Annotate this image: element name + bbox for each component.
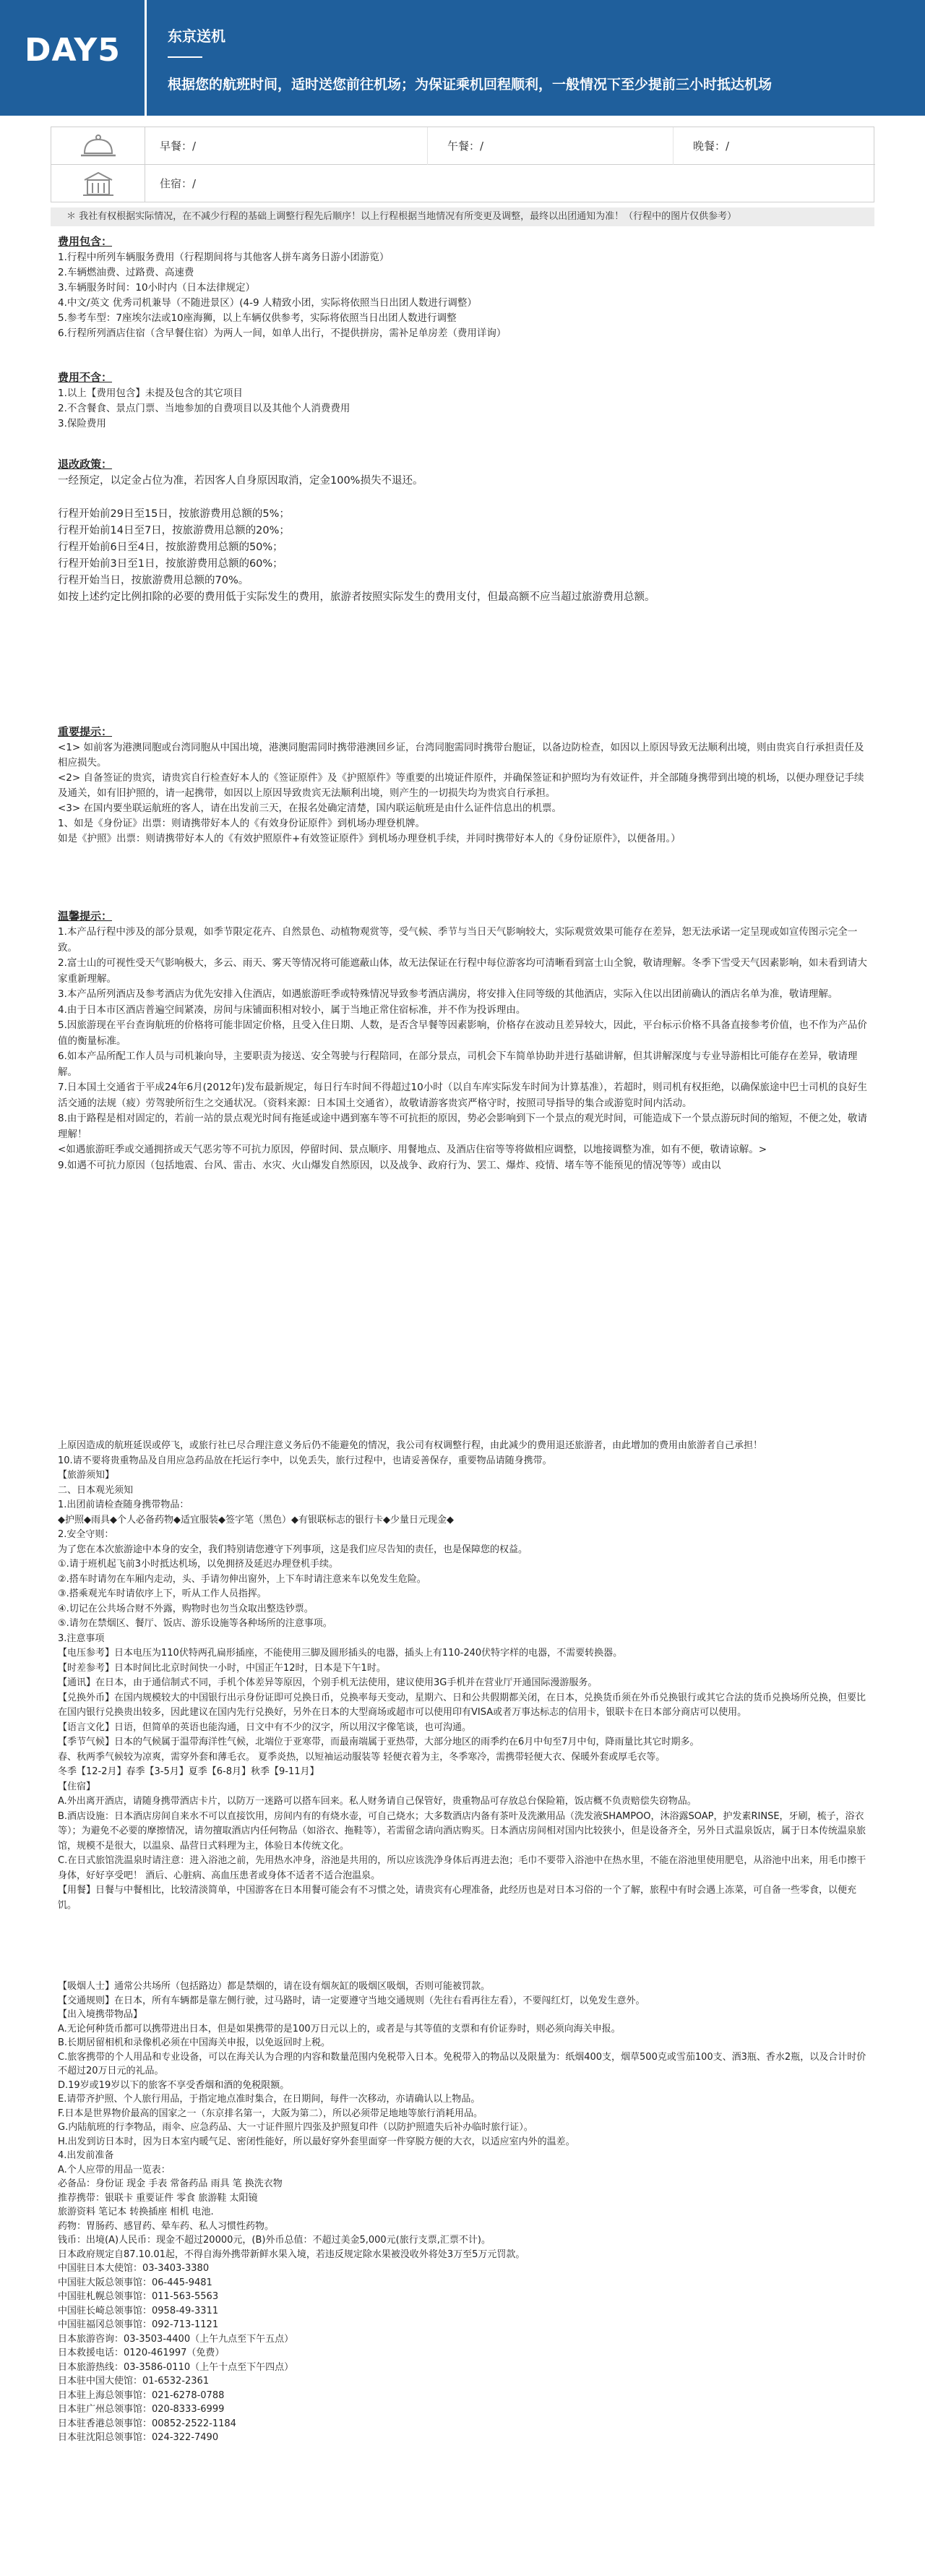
tips-item: 1.本产品行程中涉及的部分景观，如季节限定花卉、自然景色、动植物观赏等，受气候、季节与当日天气影响较大，实际观赏效果可能存在差异，恕无法承诺一定呈现或如宣传图示完全一致。 <box>58 926 858 954</box>
note-item: 【旅游须知】 <box>58 1470 115 1481</box>
refund-spacer <box>58 489 867 506</box>
note-item: 【语言文化】日语，但简单的英语也能沟通，日文中有不少的汉字，所以用汉字像笔谈，也可沟通。 <box>58 1721 472 1733</box>
fee-exclude-item: 2.不含餐食、景点门票、当地参加的自费项目以及其他个人消费费用 <box>58 403 350 414</box>
final-item: 日本旅游热线：03-3586-0110（上午十点至下午四点） <box>58 2361 294 2373</box>
meal-divider-2 <box>673 127 674 165</box>
important-section <box>58 723 867 847</box>
important-item: <2> 自备签证的贵宾，请贵宾自行检查好本人的《签证原件》及《护照原件》等重要的出境证件原件，并确保签证和护照均为有效证件，并全部随身携带到出境的机场，以便办理登记手续及通关，如有旧护照的，请一起携带，如因以上原因导致贵宾无法顺利出境，则产生的一切损失均为贵宾自行承担。 <box>58 772 864 799</box>
tips-item: 6.如本产品所配工作人员与司机兼向导，主要职责为接送、安全驾驶与行程陪同，在部分景点，司机会下车简单协助并进行基础讲解，但其讲解深度与专业导游相比可能存在差异，敬请理解。 <box>58 1050 858 1078</box>
note-item: 冬季【12-2月】春季【3-5月】夏季【6-8月】秋季【9-11月】 <box>58 1766 319 1777</box>
note-item: ④.切记在公共场合财不外露，购物时也勿当众取出整迭钞票。 <box>58 1603 314 1614</box>
refund-item: 一经预定，以定金占位为准，若因客人自身原因取消，定金100%损失不退还。 <box>58 475 423 487</box>
fee-include-item: 5.参考车型：7座埃尔法或10座海狮，以上车辆仅供参考，实际将依照当日出团人数进行调整 <box>58 312 457 324</box>
final-item: 日本救援电话：0120-461997（免费） <box>58 2348 225 2358</box>
fee-include-heading: 费用包含： <box>58 235 113 248</box>
final-item: D.19岁或19岁以下的旅客不享受香烟和酒的免税限额。 <box>58 2079 290 2091</box>
note-item: 春、秋两季气候较为凉爽，需穿外套和薄毛衣。 夏季炎热，以短袖运动服装等 轻便衣着为主，冬季寒冷，需携带轻便大衣、保暖外套或厚毛衣等。 <box>58 1751 666 1763</box>
hotel-icon-cell <box>51 165 145 202</box>
fee-include-item: 3.车辆服务时间：10小时内（日本法律规定） <box>58 282 256 294</box>
refund-item: 如按上述约定比例扣除的必要的费用低于实际发生的费用，旅游者按照实际发生的费用支付，但最高额不应当超过旅游费用总额。 <box>58 591 655 603</box>
hotel-row <box>51 165 875 202</box>
final-item: 旅游资料 笔记本 转换插座 相机 电池. <box>58 2207 214 2217</box>
note-item: ⑤.请勿在禁烟区、餐厅、饭店、游乐设施等各种场所的注意事项。 <box>58 1618 332 1629</box>
day-header <box>0 0 925 116</box>
note-item: 为了您在本次旅游途中本身的安全，我们特别请您遵守下列事项，这是我们应尽告知的责任，也是保障您的权益。 <box>58 1544 528 1555</box>
final-item: 中国驻日本大使馆：03-3403-3380 <box>58 2263 210 2274</box>
note-item: 【通讯】在日本，由于通信制式不同，手机个体差异等原因，个别手机无法使用，建议使用3G手机并在营业厅开通国际漫游服务。 <box>58 1677 598 1688</box>
important-item: <3> 在国内要坐联运航班的客人，请在出发前三天，在报名处确定清楚，国内联运航班是由什么证件信息出的机票。 <box>58 803 562 814</box>
final-item: 【出入境携带物品】 <box>58 2009 143 2020</box>
note-item: ①.请于班机起飞前3小时抵达机场，以免拥挤及延迟办理登机手续。 <box>58 1559 339 1570</box>
final-item: 日本驻香港总领事馆：00852-2522-1184 <box>58 2418 236 2429</box>
fee-exclude-heading: 费用不含： <box>58 371 113 384</box>
tips-item: 3.本产品所列酒店及参考酒店为优先安排入住酒店，如遇旅游旺季或特殊情况导致参考酒店满房，将安排入住同等级的其他酒店，实际入住以出团前确认的酒店名单为准，敬请理解。 <box>58 988 838 1000</box>
note-item: 二、日本观光须知 <box>58 1484 134 1496</box>
final-item: B.长期居留相机和录像机必须在中国海关申报，以免返回时上税。 <box>58 2037 331 2048</box>
final-item: C.旅客携带的个人用品和专业设备，可以在海关认为合理的内容和数量范围内免税带入日本。免税带入的物品以及限量为：纸烟400支，烟草500克或雪茄100支、酒3瓶、香水2瓶，以及合计时价不超过20万日元的礼品。 <box>58 2051 866 2076</box>
final-item: 钱币：出境(A)人民币：现金不超过20000元，(B)外币总值：不超过美金5,000元(旅行支票,汇票不计)。 <box>58 2235 491 2246</box>
refund-item: 行程开始前3日至1日，按旅游费用总额的60%； <box>58 558 283 570</box>
note-item: 10.请不要将贵重物品及自用应急药品放在托运行李中，以免丢失，旅行过程中，也请妥善保存，重要物品请随身携带。 <box>58 1455 552 1466</box>
cloche-icon <box>79 133 118 159</box>
final-item: 日本旅游咨询：03-3503-4400（上午九点至下午五点） <box>58 2333 294 2345</box>
header-divider <box>145 0 147 116</box>
fee-include-item: 2.车辆燃油费、过路费、高速费 <box>58 267 194 278</box>
final-item: 日本驻上海总领事馆：021-6278-0788 <box>58 2389 225 2401</box>
entry-exit-section <box>58 1980 867 2445</box>
tips-heading: 温馨提示： <box>58 910 113 923</box>
tips-item: 4.由于日本市区酒店普遍空间紧凑，房间与床铺面积相对较小，属于当地正常住宿标准，并不作为投诉理由。 <box>58 1004 526 1016</box>
meal-row <box>51 127 875 165</box>
refund-heading: 退改政策： <box>58 458 113 471</box>
meal-hotel-table <box>51 127 874 202</box>
final-item: 日本政府规定自87.10.01起，不得自海外携带新鲜水果入境，若违反规定除水果被没收外将处3万至5万元罚款。 <box>58 2248 525 2260</box>
note-item: 3.注意事项 <box>58 1633 105 1644</box>
day-label: DAY5 <box>25 32 121 69</box>
refund-section <box>58 455 867 606</box>
tips-item: 8.由于路程是相对固定的，若前一站的景点观光时间有拖延或途中遇到塞车等不可抗拒的原因，势必会影响到下一个景点的观光时间，可能造成下一个景点游玩时间的缩短，不便之处，敬请理解！ <box>58 1113 867 1140</box>
note-item: 上原因造成的航班延误或停飞，或旅行社已尽合理注意义务后仍不能避免的情况，我公司有权调整行程，由此减少的费用退还旅游者，由此增加的费用由旅游者自己承担！ <box>58 1440 763 1451</box>
tips-item: 9.如遇不可抗力原因（包括地震、台风、雷击、水灾、火山爆发自然原因，以及战争、政府行为、罢工、爆炸、疫情、堵车等不能预见的情况等等）或由以 <box>58 1159 721 1171</box>
note-item: 【时差参考】日本时间比北京时间快一小时，中国正午12时，日本是下午1时。 <box>58 1662 386 1674</box>
final-item: 日本驻中国大使馆：01-6532-2361 <box>58 2376 210 2387</box>
lunch-info: 午餐：/ <box>447 140 484 153</box>
tips-item: 2.富士山的可视性受天气影响极大，多云、雨天、雾天等情况将可能遮蔽山体，故无法保证在行程中每位游客均可清晰看到富士山全貌，敬请理解。冬季下雪受天气因素影响，如未看到请大家重新理解。 <box>58 957 867 985</box>
day-route: 根据您的航班时间，适时送您前往机场；为保证乘机回程顺利，一般情况下至少提前三小时抵达机场 <box>168 77 773 93</box>
tips-item: 5.因旅游现在平台查询航班的价格将可能非固定价格，且受入住日期、人数，是否含早餐等因素影响，价格存在波动且差异较大，因此，平台标示价格不具备直接参考价值，也不作为产品价值的衡量标准。 <box>58 1019 867 1047</box>
final-item: 必备品：身份证 现金 手表 常备药品 雨具 笔 换洗衣物 <box>58 2178 283 2189</box>
final-item: 中国驻长崎总领事馆：0958-49-3311 <box>58 2305 219 2316</box>
note-item: 【季节气候】日本的气候属于温带海洋性气候，北端位于亚寒带，而最南端属于亚热带，大部分地区的雨季约在6月中旬至7月中旬，降雨量比其它时期多。 <box>58 1737 700 1747</box>
fee-include-section <box>58 233 867 341</box>
final-item: 日本驻广州总领事馆：020-8333-6999 <box>58 2404 225 2415</box>
note-item: 【电压参考】日本电压为110伏特两孔扁形插座，不能使用三脚及圆形插头的电器，插头上有110-240伏特字样的电器，不需要转换器。 <box>58 1648 623 1659</box>
final-item: 【交通规则】在日本，所有车辆都是靠左侧行驶，过马路时，请一定要遵守当地交通规则（先往右看再往左看），不要闯红灯，以免发生意外。 <box>58 1995 645 2006</box>
fee-include-item: 6.行程所列酒店住宿（含早餐住宿）为两人一间，如单人出行，不提供拼房，需补足单房差（费用详询） <box>58 328 507 339</box>
important-item: 1、如是《身份证》出票：则请携带好本人的《有效身份证原件》到机场办理登机牌。 <box>58 818 426 829</box>
tips-item: <如遇旅游旺季或交通拥挤或天气恶劣等不可抗力原因，停留时间、景点顺序、用餐地点、及酒店住宿等等将做相应调整，以地接调整为准，如有不便，敬请谅解。> <box>58 1144 767 1155</box>
fee-exclude-section <box>58 369 867 432</box>
hotel-info: 住宿：/ <box>160 177 197 190</box>
meal-divider-1 <box>427 127 428 165</box>
final-item: 4.出发前准备 <box>58 2150 114 2161</box>
fee-include-item: 4.中文/英文 优秀司机兼导（不随进景区）(4-9 人精致小团，实际将依照当日出团人数进行调整） <box>58 297 477 309</box>
final-item: A.个人应带的用品一览表： <box>58 2164 171 2175</box>
fee-include-item: 1.行程中所列车辆服务费用（行程期间将与其他客人拼车离务日游小团游览） <box>58 252 390 263</box>
tips-item: 7.日本国土交通省于平成24年6月(2012年)发布最新规定，每日行车时间不得超过10小时（以自车库实际发车时间为计算基准），若超时，则司机有权拒绝，以确保旅途中巴士司机的良好生活交通的法规（疲）劳驾驶所衍生之交通状况。（资料来源：日本国土交通省），故敬请游客贵宾严格守时，按照司导指导的集合或游览时间内活动。 <box>58 1082 867 1109</box>
final-item: 中国驻札幌总领事馆：011-563-5563 <box>58 2291 219 2302</box>
note-item: 【住宿】 <box>58 1781 96 1792</box>
note-item: B.酒店设施：日本酒店房间自来水不可以直接饮用，房间内有的有烧水壶，可自己烧水；大多数酒店内备有茶叶及洗漱用品（洗发液SHAMPOO，沐浴露SOAP，护发素RINSE，牙刷，梳子，浴衣等）；为避免不必要的摩擦情况，请勿擅取酒店内任何物品（如浴衣、拖鞋等），若需留念请向酒店购买。日本酒店房间相对国内比较狭小，但是设备齐全，另外日式温泉饭店，属于日本传统温泉旅馆，规模不是很大，以温泉、晶营日式料理为主，体验日本传统文化。 <box>58 1810 866 1852</box>
final-item: G.内陆航班的行李物品，雨伞、应急药品、大一寸证件照片四张及护照复印件（以防护照遗失后补办临时旅行证）。 <box>58 2122 533 2133</box>
refund-item: 行程开始当日，按旅游费用总额的70%。 <box>58 575 249 586</box>
note-item: 2.安全守则： <box>58 1529 114 1540</box>
fee-exclude-item: 3.保险费用 <box>58 418 106 429</box>
day-title: 东京送机 <box>168 27 225 45</box>
final-item: 【吸烟人士】通常公共场所（包括路边）都是禁烟的，请在设有烟灰缸的吸烟区吸烟，否则可能被罚款。 <box>58 1981 491 1992</box>
note-item: 【兑换外币】在国内规模较大的中国银行出示身份证即可兑换日币，兑换率每天变动，星期六、日和公共假期都关闭，在日本，兑换货币须在外币兑换银行或其它合法的货币兑换场所兑换，但要比在国内银行兑换贵出较多，因此建议在国内先行兑换好，另外在日本的大型商场或超市可以使用印有VISA或者万事达标志的信用卡，银联卡在日本部分商店可以使用。 <box>58 1692 866 1718</box>
title-underline <box>168 56 202 58</box>
note-item: C.在日式旅馆洗温泉时请注意：进入浴池之前，先用热水冲身，浴池是共用的，所以应该洗净身体后再进去泡；毛巾不要带入浴池中在热水里，不能在浴池里使用肥皂，从浴池中出来，用毛巾擦干身体，好好享受吧！ 酒后、心脏病、高血压患者或身体不适者不适合泡温泉。 <box>58 1855 866 1881</box>
refund-item: 行程开始前14日至7日，按旅游费用总额的20%； <box>58 525 290 536</box>
note-item: A.外出离开酒店，请随身携带酒店卡片，以防万一迷路可以搭车回来。私人财务请自己保管好，贵重物品可存放总台保险箱，饭店概不负责赔偿失窃物品。 <box>58 1796 697 1807</box>
note-item: ◆护照◆雨具◆个人必备药物◆适宜服装◆签字笔（黑色）◆有银联标志的银行卡◆少量日元现金◆ <box>58 1514 454 1526</box>
final-item: 推荐携带：银联卡 重要证件 零食 旅游鞋 太阳镜 <box>58 2192 258 2204</box>
final-item: 中国驻福冈总领事馆：092-713-1121 <box>58 2319 219 2330</box>
final-item: E.请带齐护照、个人旅行用品，于指定地点准时集合，在日期间，每件一次移动，亦请确认以上物品。 <box>58 2094 481 2105</box>
note-item: 1.出团前请检查随身携带物品： <box>58 1499 189 1510</box>
travel-notes-section <box>58 1439 867 1913</box>
building-icon <box>82 170 115 197</box>
fee-exclude-item: 1.以上【费用包含】未提及包含的其它项目 <box>58 388 243 399</box>
itinerary-notice: ＊ 我社有权根据实际情况，在不减少行程的基础上调整行程先后顺序！以上行程根据当地情况有所变更及调整，最终以出团通知为准！（行程中的图片仅供参考） <box>51 207 874 226</box>
tips-section <box>58 907 867 1173</box>
note-item: 【用餐】日餐与中餐相比，比较清淡简单，中国游客在日本用餐可能会有不习惯之处，请贵宾有心理准备，此经历也是对日本习俗的一个了解，旅程中有时会遇上冻菜，可自备一些零食，以便充饥。 <box>58 1885 857 1911</box>
important-item: 如是《护照》出票：则请携带好本人的《有效护照原件+有效签证原件》到机场办理登机手续，并同时携带好本人的《身份证原件》，以便备用。） <box>58 833 681 844</box>
final-item: A.无论何种货币都可以携带进出日本，但是如果携带的是100万日元以上的，或者是与其等值的支票和有价证券时，则必须向海关申报。 <box>58 2023 621 2034</box>
refund-item: 行程开始前29日至15日，按旅游费用总额的5%； <box>58 508 290 520</box>
final-item: 日本驻沈阳总领事馆：024-322-7490 <box>58 2432 219 2443</box>
important-item: <1> 如前客为港澳同胞或台湾同胞从中国出境，港澳同胞需同时携带港澳回乡证，台湾同胞需同时携带台胞证，以备边防检查，如因以上原因导致无法顺利出境，则由贵宾自行承担责任及相应损失。 <box>58 742 864 769</box>
dinner-info: 晚餐：/ <box>693 140 730 153</box>
final-item: 中国驻大阪总领事馆：06-445-9481 <box>58 2277 212 2288</box>
final-item: 药物：胃肠药、感冒药、晕车药、私人习惯性药物。 <box>58 2220 275 2232</box>
meal-icon-cell <box>51 127 145 165</box>
important-heading: 重要提示： <box>58 725 113 738</box>
refund-item: 行程开始前6日至4日，按旅游费用总额的50%； <box>58 542 283 553</box>
breakfast-info: 早餐：/ <box>160 140 197 153</box>
note-item: ②.搭车时请勿在车厢内走动，头、手请勿伸出窗外，上下车时请注意来车以免发生危险。 <box>58 1573 426 1585</box>
note-item: ③.搭乘观光车时请依序上下，听从工作人员指挥。 <box>58 1588 267 1599</box>
final-item: H.出发到访日本时，因为日本室内暖气足、密闭性能好，所以最好穿外套里面穿一件穿脱方便的大衣，以适应室内外的温差。 <box>58 2136 575 2147</box>
final-item: F.日本是世界物价最高的国家之一（东京排名第一，大阪为第二），所以必须带足地地等旅行消耗用品。 <box>58 2108 483 2119</box>
